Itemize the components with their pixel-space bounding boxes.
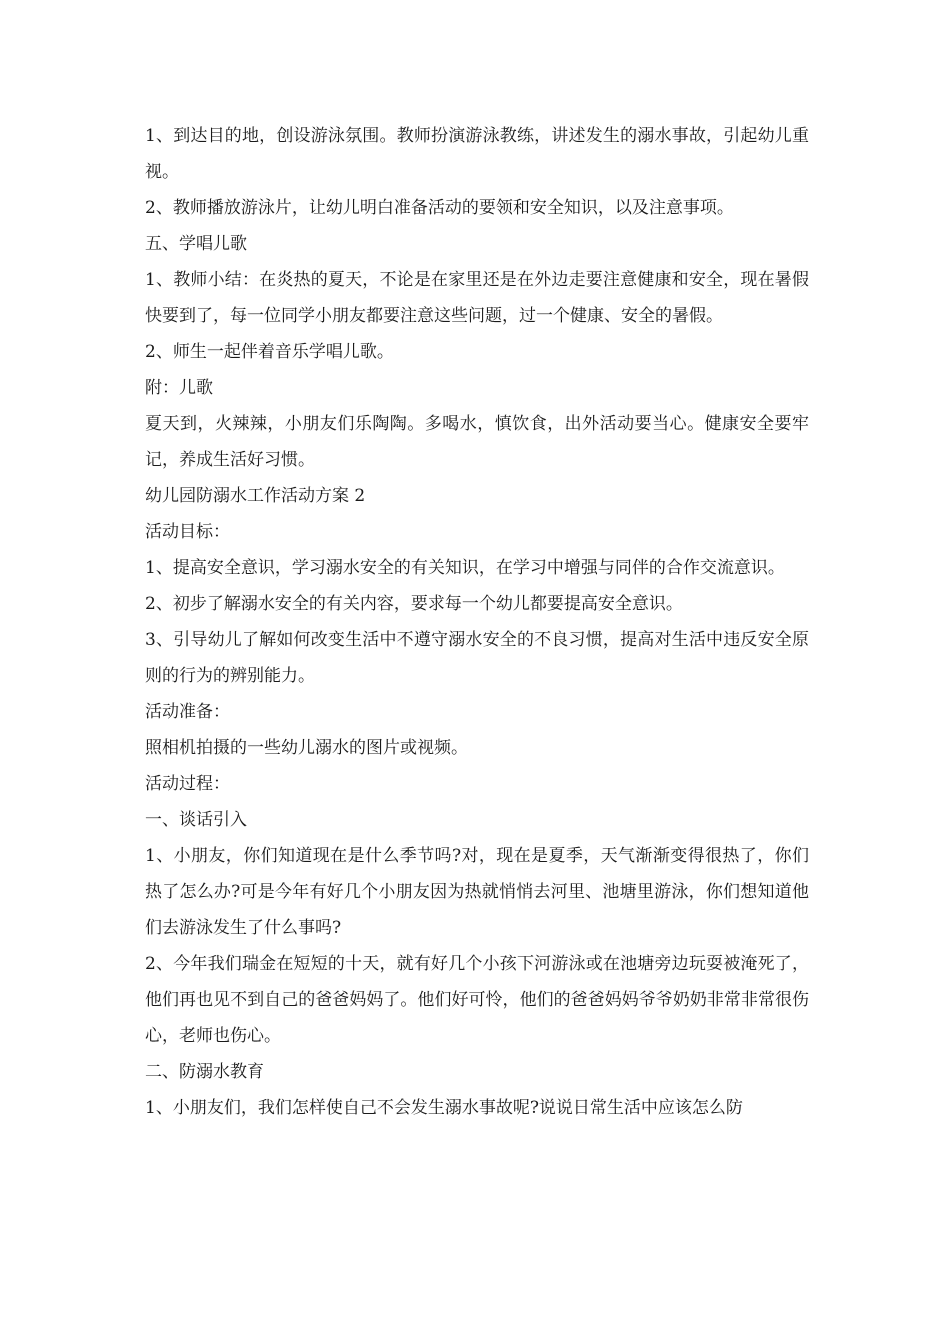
section-heading-conversation-intro: 一、谈话引入 bbox=[145, 810, 247, 830]
goal-item-3: 3、引导幼儿了解如何改变生活中不遵守溺水安全的不良习惯，提高对生活中违反安全原则的行为的辨别能力。 bbox=[145, 630, 809, 686]
heading-activity-preparation: 活动准备： bbox=[145, 702, 230, 722]
paragraph-preparation-materials: 照相机拍摄的一些幼儿溺水的图片或视频。 bbox=[145, 738, 468, 758]
heading-activity-goals: 活动目标： bbox=[145, 522, 230, 542]
paragraph-local-incidents: 2、今年我们瑞金在短短的十天，就有好几个小孩下河游泳或在池塘旁边玩耍被淹死了，他们再也见不到自己的爸爸妈妈了。他们好可怜，他们的爸爸妈妈爷爷奶奶非常非常很伤心，老师也伤心。 bbox=[145, 954, 809, 1046]
paragraph-arrive-destination: 1、到达目的地，创设游泳氛围。教师扮演游泳教练，讲述发生的溺水事故，引起幼儿重视。 bbox=[145, 126, 809, 182]
goal-item-2: 2、初步了解溺水安全的有关内容，要求每一个幼儿都要提高安全意识。 bbox=[145, 594, 683, 614]
paragraph-intro-question: 1、小朋友，你们知道现在是什么季节吗?对，现在是夏季，天气渐渐变得很热了，你们热了怎么办?可是今年有好几个小朋友因为热就悄悄去河里、池塘里游泳，你们想知道他们去游泳发生了什么事吗? bbox=[145, 846, 809, 938]
heading-activity-process: 活动过程： bbox=[145, 774, 230, 794]
plan-title-2: 幼儿园防溺水工作活动方案 2 bbox=[145, 486, 366, 506]
paragraph-prevention-question: 1、小朋友们，我们怎样使自己不会发生溺水事故呢?说说日常生活中应该怎么防 bbox=[145, 1098, 743, 1118]
paragraph-sing-together: 2、师生一起伴着音乐学唱儿歌。 bbox=[145, 342, 394, 362]
label-appendix-song: 附：儿歌 bbox=[145, 378, 213, 398]
section-heading-drowning-prevention: 二、防溺水教育 bbox=[145, 1062, 264, 1082]
document-body bbox=[145, 118, 809, 1126]
paragraph-teacher-summary: 1、教师小结：在炎热的夏天，不论是在家里还是在外边走要注意健康和安全，现在暑假快要到了，每一位同学小朋友都要注意这些问题，过一个健康、安全的暑假。 bbox=[145, 270, 809, 326]
goal-item-1: 1、提高安全意识，学习溺水安全的有关知识，在学习中增强与同伴的合作交流意识。 bbox=[145, 558, 785, 578]
paragraph-song-lyrics: 夏天到，火辣辣，小朋友们乐陶陶。多喝水，慎饮食，出外活动要当心。健康安全要牢记，养成生活好习惯。 bbox=[145, 414, 809, 470]
section-heading-learn-song: 五、学唱儿歌 bbox=[145, 234, 247, 254]
paragraph-play-swim-film: 2、教师播放游泳片，让幼儿明白准备活动的要领和安全知识，以及注意事项。 bbox=[145, 198, 734, 218]
